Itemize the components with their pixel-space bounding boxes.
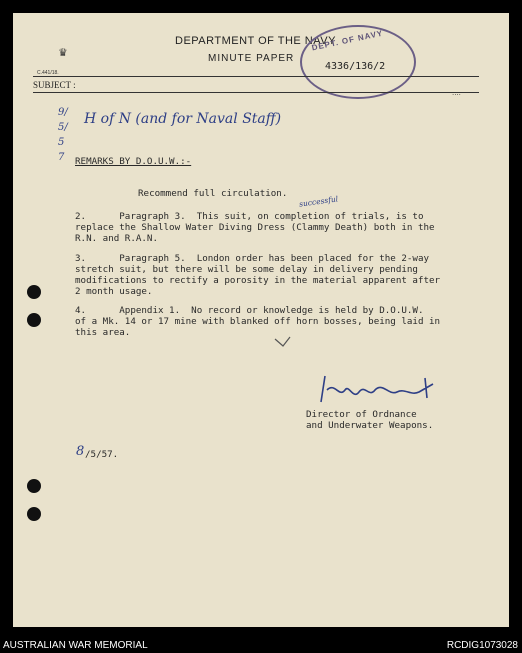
subject-rule [33,92,479,93]
para2-line3: R.N. and R.A.N. [75,233,158,244]
signature-icon [315,370,455,405]
para4-line3: this area. [75,327,131,338]
signatory-line1: Director of Ordnance [306,409,417,420]
footer-credit: AUSTRALIAN WAR MEMORIAL [3,640,148,651]
stamp-text: DEPT. OF NAVY [310,28,384,53]
para2-line1: 2. Paragraph 3. This suit, on completion of trials, is to [75,211,424,222]
handwritten-day: 8 [76,444,85,459]
tick-mark-icon [274,336,292,348]
signatory-line2: and Underwater Weapons. [306,420,434,431]
subject-label: SUBJECT : [33,80,76,90]
reference-number: 4336/136/2 [325,61,386,72]
para3-line1: 3. Paragraph 5. London order has been placed for the 2-way [75,253,430,264]
para4-line1: 4. Appendix 1. No record or knowledge is held by D.O.U.W. [75,305,424,316]
handwritten-insert: successful [298,194,339,209]
para3-line2: stretch suit, but there will be some delay in delivery pending [75,264,418,275]
para4-line2: of a Mk. 14 or 17 mine with blanked off horn bosses, being laid in [75,316,441,327]
header-rule [33,76,479,77]
punch-hole [27,479,41,493]
handwritten-routing: H of N (and for Naval Staff) [84,111,282,127]
department-heading: DEPARTMENT OF THE NAVY [175,35,336,47]
typed-date: /5/57. [85,449,119,460]
para2-line2: replace the Shallow Water Diving Dress (Clammy Death) both in the [75,222,435,233]
footer-id: RCDIG1073028 [446,640,518,651]
crown-crest-icon: ♛ [59,45,67,60]
punch-hole [27,285,41,299]
minute-paper-title: MINUTE PAPER [208,53,295,64]
para3-line4: 2 month usage. [75,286,153,297]
form-number: C.441/18. [37,70,59,76]
subject-dots: .... [452,88,461,97]
punch-hole [27,313,41,327]
intro-line: Recommend full circulation. [138,188,288,199]
para3-line3: modifications to rectify a porosity in the material apparent after [75,275,441,286]
punch-hole [27,507,41,521]
handwritten-date-left: 9/5/57 [58,107,68,163]
remarks-heading: REMARKS BY D.O.U.W.:- [75,156,192,167]
